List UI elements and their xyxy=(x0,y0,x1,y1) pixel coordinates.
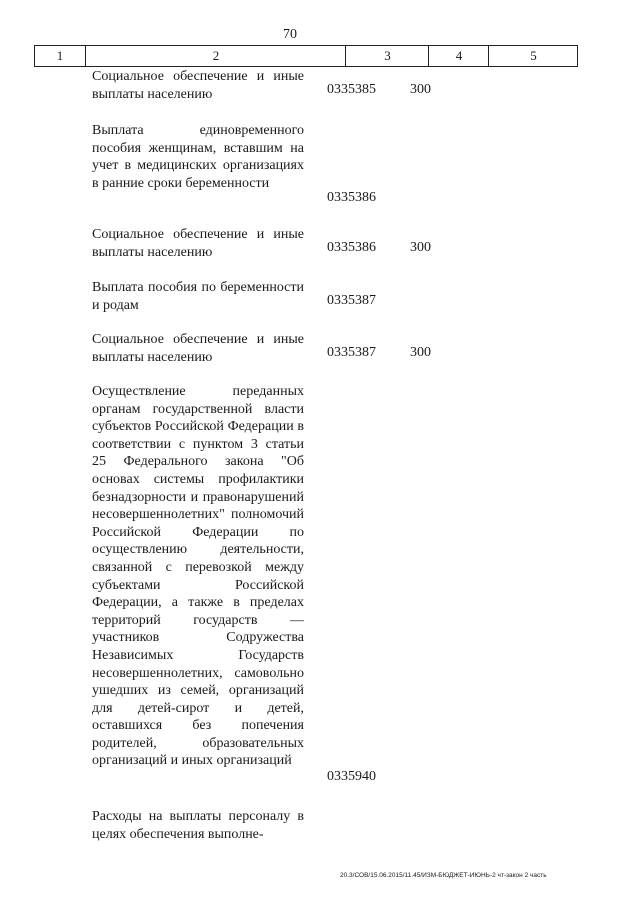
header-col-1: 1 xyxy=(56,48,64,63)
row-description: Социальное обеспечение и иные выплаты населению xyxy=(92,332,304,365)
header-col-3: 3 xyxy=(345,46,429,66)
row-type: 300 xyxy=(410,345,431,360)
footer-note: 20.3/СОВ/15.06.2015/11.45/ИЗМ-БЮДЖЕТ-ИЮНЬ-2 чт-закон 2 часть xyxy=(340,872,547,879)
row-description: Расходы на выплаты персоналу в целях обеспечения выполне- xyxy=(92,809,304,842)
header-col-4: 4 xyxy=(428,46,489,66)
row-code: 0335387 xyxy=(327,345,376,360)
header-col-5: 5 xyxy=(488,46,578,66)
row-description: Социальное обеспечение и иные выплаты населению xyxy=(92,69,304,102)
row-description: Социальное обеспечение и иные выплаты населению xyxy=(92,227,304,260)
row-description: Осуществление переданных органам государственной власти субъектов Российской Федерации в соответствии с пунктом 3 статьи 25 Федерального закона "Об основах системы профилактики безнадзорности и правонарушений несовершеннолетних" полномочий Российской Федерации по осуществлению деятельности, связанной с перевозкой между субъектами Российской Федерации, а также в пределах территорий государств — участников Содружества Независимых Государств несовершеннолетних, самовольно ушедших из семей, организаций для детей-сирот и детей, оставшихся без попечения родителей, образовательных организаций и иных организаций xyxy=(92,384,304,769)
row-code: 0335940 xyxy=(327,769,376,784)
row-description: Выплата единовременного пособия женщинам, вставшим на учет в медицинских организациях в ранние сроки беременности xyxy=(92,123,304,191)
table-header xyxy=(34,45,578,67)
header-col-2: 2 xyxy=(85,46,346,66)
row-description: Выплата пособия по беременности и родам xyxy=(92,280,304,313)
row-code: 0335386 xyxy=(327,240,376,255)
row-type: 300 xyxy=(410,82,431,97)
row-code: 0335385 xyxy=(327,82,376,97)
page-number: 70 xyxy=(283,27,297,42)
row-type: 300 xyxy=(410,240,431,255)
row-code: 0335387 xyxy=(327,293,376,308)
row-code: 0335386 xyxy=(327,190,376,205)
